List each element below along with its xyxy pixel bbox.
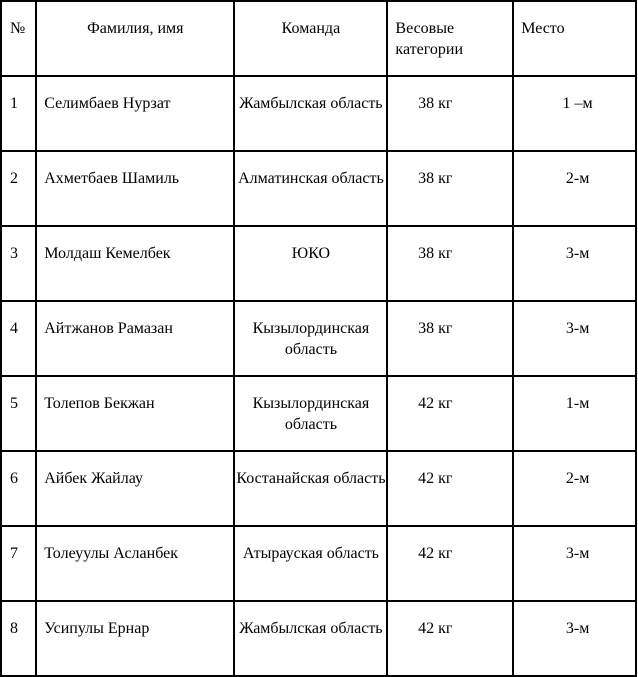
cell-place: 3-м	[513, 526, 636, 601]
cell-weight: 42 кг	[387, 376, 513, 451]
cell-weight: 42 кг	[387, 601, 513, 676]
cell-name: Толеуулы Асланбек	[36, 526, 234, 601]
cell-weight: 38 кг	[387, 151, 513, 226]
table-row	[1, 451, 636, 526]
cell-name: Молдаш Кемелбек	[36, 226, 234, 301]
table-row	[1, 301, 636, 376]
table-row	[1, 226, 636, 301]
header-name	[36, 1, 234, 76]
cell-num: 3	[1, 226, 36, 301]
cell-place: 1 –м	[513, 76, 636, 151]
cell-place: 2-м	[513, 151, 636, 226]
cell-num: 8	[1, 601, 36, 676]
cell-place: 1-м	[513, 376, 636, 451]
header-place: Место	[513, 1, 636, 76]
cell-place: 3-м	[513, 226, 636, 301]
header-weight: Весовые категории	[387, 1, 513, 76]
table-row	[1, 601, 636, 676]
cell-team: Кызылординская область	[234, 301, 387, 376]
cell-weight: 38 кг	[387, 76, 513, 151]
cell-place: 3-м	[513, 601, 636, 676]
table-row	[1, 76, 636, 151]
cell-num: 4	[1, 301, 36, 376]
cell-place: 3-м	[513, 301, 636, 376]
cell-weight: 42 кг	[387, 526, 513, 601]
results-table-body	[1, 1, 636, 676]
header-row	[1, 1, 636, 76]
cell-name: Селимбаев Нурзат	[36, 76, 234, 151]
table-row	[1, 376, 636, 451]
cell-team: Костанайская область	[234, 451, 387, 526]
cell-weight: 42 кг	[387, 451, 513, 526]
cell-team: Атырауская область	[234, 526, 387, 601]
cell-team: Жамбылская область	[234, 76, 387, 151]
cell-name: Усипулы Ернар	[36, 601, 234, 676]
cell-num: 1	[1, 76, 36, 151]
cell-num: 7	[1, 526, 36, 601]
header-name-label: Фамилия, имя	[87, 20, 184, 37]
cell-num: 6	[1, 451, 36, 526]
cell-weight: 38 кг	[387, 301, 513, 376]
cell-place: 2-м	[513, 451, 636, 526]
cell-team: ЮКО	[234, 226, 387, 301]
cell-name: Толепов Бекжан	[36, 376, 234, 451]
cell-team: Жамбылская область	[234, 601, 387, 676]
cell-name: Ахметбаев Шамиль	[36, 151, 234, 226]
cell-team: Алматинская область	[234, 151, 387, 226]
header-team: Команда	[234, 1, 387, 76]
table-row	[1, 526, 636, 601]
header-num: №	[1, 1, 36, 76]
cell-name: Айбек Жайлау	[36, 451, 234, 526]
cell-team: Кызылординская область	[234, 376, 387, 451]
cell-num: 5	[1, 376, 36, 451]
cell-name: Айтжанов Рамазан	[36, 301, 234, 376]
cell-weight: 38 кг	[387, 226, 513, 301]
table-row	[1, 151, 636, 226]
cell-num: 2	[1, 151, 36, 226]
